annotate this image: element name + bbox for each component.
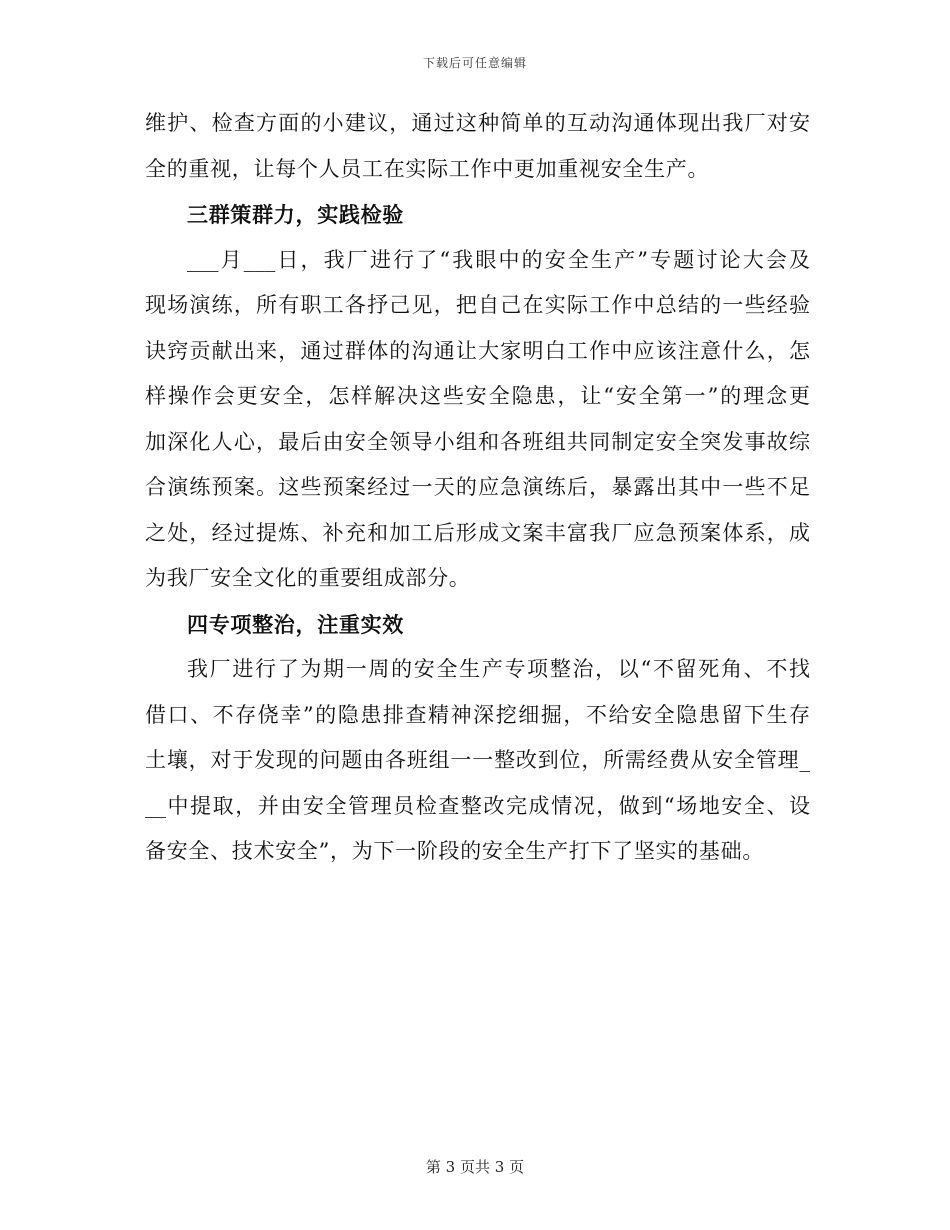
paragraph-line: 土壤，对于发现的问题由各班组一一整改到位，所需经费从安全管理_: [145, 748, 810, 772]
paragraph-line: 为我厂安全文化的重要组成部分。: [145, 566, 471, 590]
page-footer: 第 3 页共 3 页: [425, 1158, 525, 1176]
section-heading: 三群策群力，实践检验: [187, 202, 404, 227]
paragraph-line: 备安全、技术安全”，为下一阶段的安全生产打下了坚实的基础。: [145, 839, 765, 863]
paragraph-line: 我厂进行了为期一周的安全生产专项整治，以“不留死角、不找: [187, 657, 810, 681]
paragraph-line: 样操作会更安全，怎样解决这些安全隐患，让“安全第一”的理念更: [145, 384, 810, 408]
paragraph-line: 现场演练，所有职工各抒己见，把自己在实际工作中总结的一些经验: [145, 293, 810, 317]
paragraph-line: 借口、不存侥幸”的隐患排查精神深挖细掘，不给安全隐患留下生存: [145, 702, 810, 727]
paragraph-line: 维护、检查方面的小建议，通过这种简单的互动沟通体现出我厂对安: [145, 111, 810, 135]
page-header: 下载后可任意编辑: [422, 56, 527, 70]
document-body: [145, 101, 810, 875]
paragraph-line: 之处，经过提炼、补充和加工后形成文案丰富我厂应急预案体系，成: [145, 520, 810, 545]
paragraph-line: ___月___日，我厂进行了“我眼中的安全生产”专题讨论大会及: [187, 247, 810, 272]
section-heading: 四专项整治，注重实效: [187, 611, 404, 637]
paragraph-line: 诀窍贡献出来，通过群体的沟通让大家明白工作中应该注意什么，怎: [145, 338, 810, 363]
paragraph-line: 全的重视，让每个人员工在实际工作中更加重视安全生产。: [145, 156, 710, 181]
paragraph-line: __中提取，并由安全管理员检查整改完成情况，做到“场地安全、设: [145, 793, 810, 818]
paragraph-line: 加深化人心，最后由安全领导小组和各班组共同制定安全突发事故综: [145, 429, 810, 454]
paragraph-line: 合演练预案。这些预案经过一天的应急演练后，暴露出其中一些不足: [145, 475, 810, 499]
